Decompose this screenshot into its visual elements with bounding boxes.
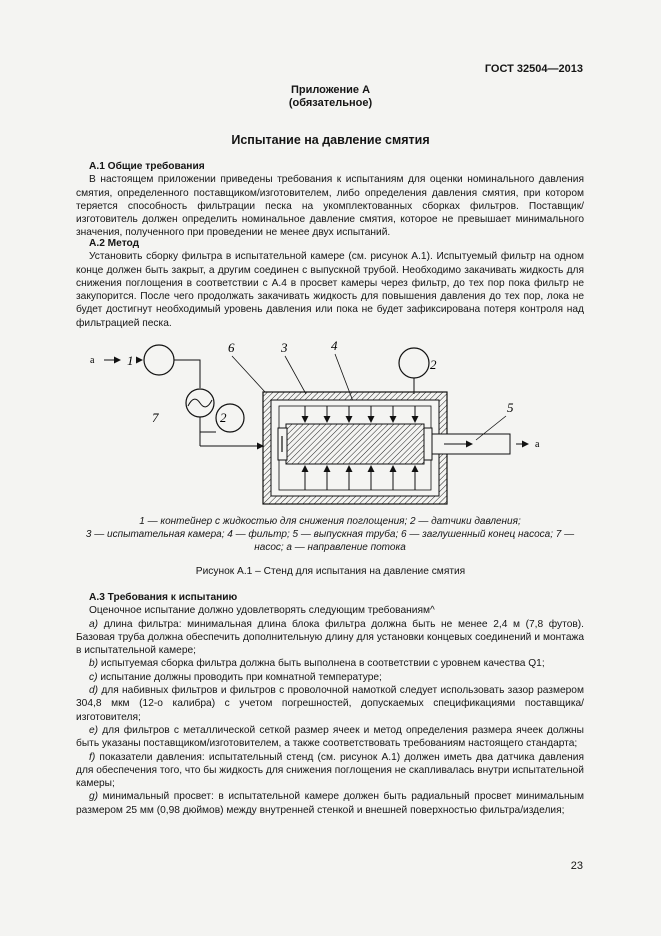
test-stand-diagram: [80, 336, 560, 514]
annex-status: (обязательное): [288, 97, 373, 109]
label-7: 7: [152, 410, 159, 425]
label-6: 6: [228, 340, 235, 355]
a3-heading: А.3 Требования к испытанию: [89, 592, 238, 603]
section-a2: [76, 237, 584, 330]
filter: [286, 424, 424, 464]
list-item: d) для набивных фильтров и фильтров с проволочной намоткой следует использовать зазор размером 304,8 мкм (12-о калибра) с учетом погрешностей, допускаемых спецификациями поставщика/изготовителя;: [76, 685, 584, 723]
flow-label-out: a: [535, 439, 540, 450]
label-4: 4: [331, 338, 338, 353]
annex-title: Приложение А: [290, 84, 371, 96]
list-item: c) испытание должны проводить при комнатной температуре;: [89, 671, 382, 683]
list-item: b) испытуемая сборка фильтра должна быть выполнена в соответствии с уровнем качества Q1;: [89, 658, 545, 670]
label-2-inlet: 2: [220, 410, 227, 425]
figure-legend-line2: 3 — испытательная камера; 4 — фильтр; 5 — выпускная труба; 6 — заглушенный конец насоса; 7 —: [85, 529, 575, 540]
list-item: е) для фильтров с металлической сеткой размер ячеек и метод определения размера ячеек должны быть указаны поставщиком/изготовителем, а также соответствовать требованиям настоящего стандарта;: [76, 724, 584, 750]
section-a3: [76, 591, 584, 817]
figure-legend-line3: насос; a — направление потока: [254, 542, 406, 553]
gauge-branch-pipe: [200, 417, 216, 432]
list-item: g) минимальный просвет: в испытательной камере должен быть радиальный просвет минимальным размером 25 мм (0,98 дюймов) между внутренней стенкой и внешней поверхностью фильтра/изделия;: [76, 791, 584, 816]
a1-text: В настоящем приложении приведены требования к испытаниям для оценки номинального давления смятия, определенного поставщиком/изготовителем, либо определения давления смятия, при котором теряется способность фильтрации песка на укомплектованных сборках фильтров. Поставщик/изготовитель должен определить номинальное давление смятия, которое не превышает минимального значения, полученного при проведении не менее двух испытаний.: [76, 174, 584, 239]
label-2-outlet: 2: [430, 357, 437, 372]
fluid-container: [144, 345, 174, 375]
list-item: f) показатели давления: испытательный стенд (см. рисунок А.1) должен иметь два датчика давления для обеспечения того, что бы жидкость для снижения поглощения не скапливалась внутри испытательной камеры;: [76, 751, 584, 790]
standard-number: ГОСТ 32504—2013: [484, 63, 583, 75]
page-number: 23: [570, 860, 583, 872]
a3-intro: Оценочное испытание должно удовлетворять следующим требованиям^: [89, 605, 435, 617]
label-5: 5: [507, 400, 514, 415]
pressure-gauge-outlet: [399, 348, 429, 378]
a1-heading: А.1 Общие требования: [89, 161, 205, 172]
section-a1: [76, 160, 584, 240]
pump-wave-icon: [188, 399, 212, 407]
section-title: Испытание на давление смятия: [231, 133, 430, 147]
label-1: 1: [127, 353, 134, 368]
a2-text: Установить сборку фильтра в испытательной камере (см. рисунок А.1). Испытуемый фильтр на одном конце должен быть закрыт, а другим соединен с выпускной трубой. Необходимо закачивать жидкость для снижения поглощения в соответствии с А.4 в просвет камеры через фильтр, до тех пор пока фильтр не закупорится. После чего продолжать закачивать жидкость для повышения давления до тех пор, лока не будет достигнут необходимый уровень давления или пока не будет зафиксирована потеря контроля над фильтрацией песка.: [76, 251, 584, 329]
list-item: а) длина фильтра: минимальная длина блока фильтра должна быть не менее 2,4 м (7,8 футов). Базовая труба должна обеспечить дополнительную длину для установки концевых соединений и монтажа в испытательной камере;: [76, 618, 584, 657]
supply-pipe: [174, 360, 200, 388]
a2-heading: А.2 Метод: [89, 238, 140, 249]
flow-label-in: a: [90, 355, 95, 366]
figure-legend-line1: 1 — контейнер с жидкостью для снижения поглощения; 2 — датчики давления;: [139, 516, 521, 527]
label-3: 3: [281, 340, 288, 355]
figure-title: Рисунок А.1 – Стенд для испытания на давление смятия: [195, 566, 466, 577]
